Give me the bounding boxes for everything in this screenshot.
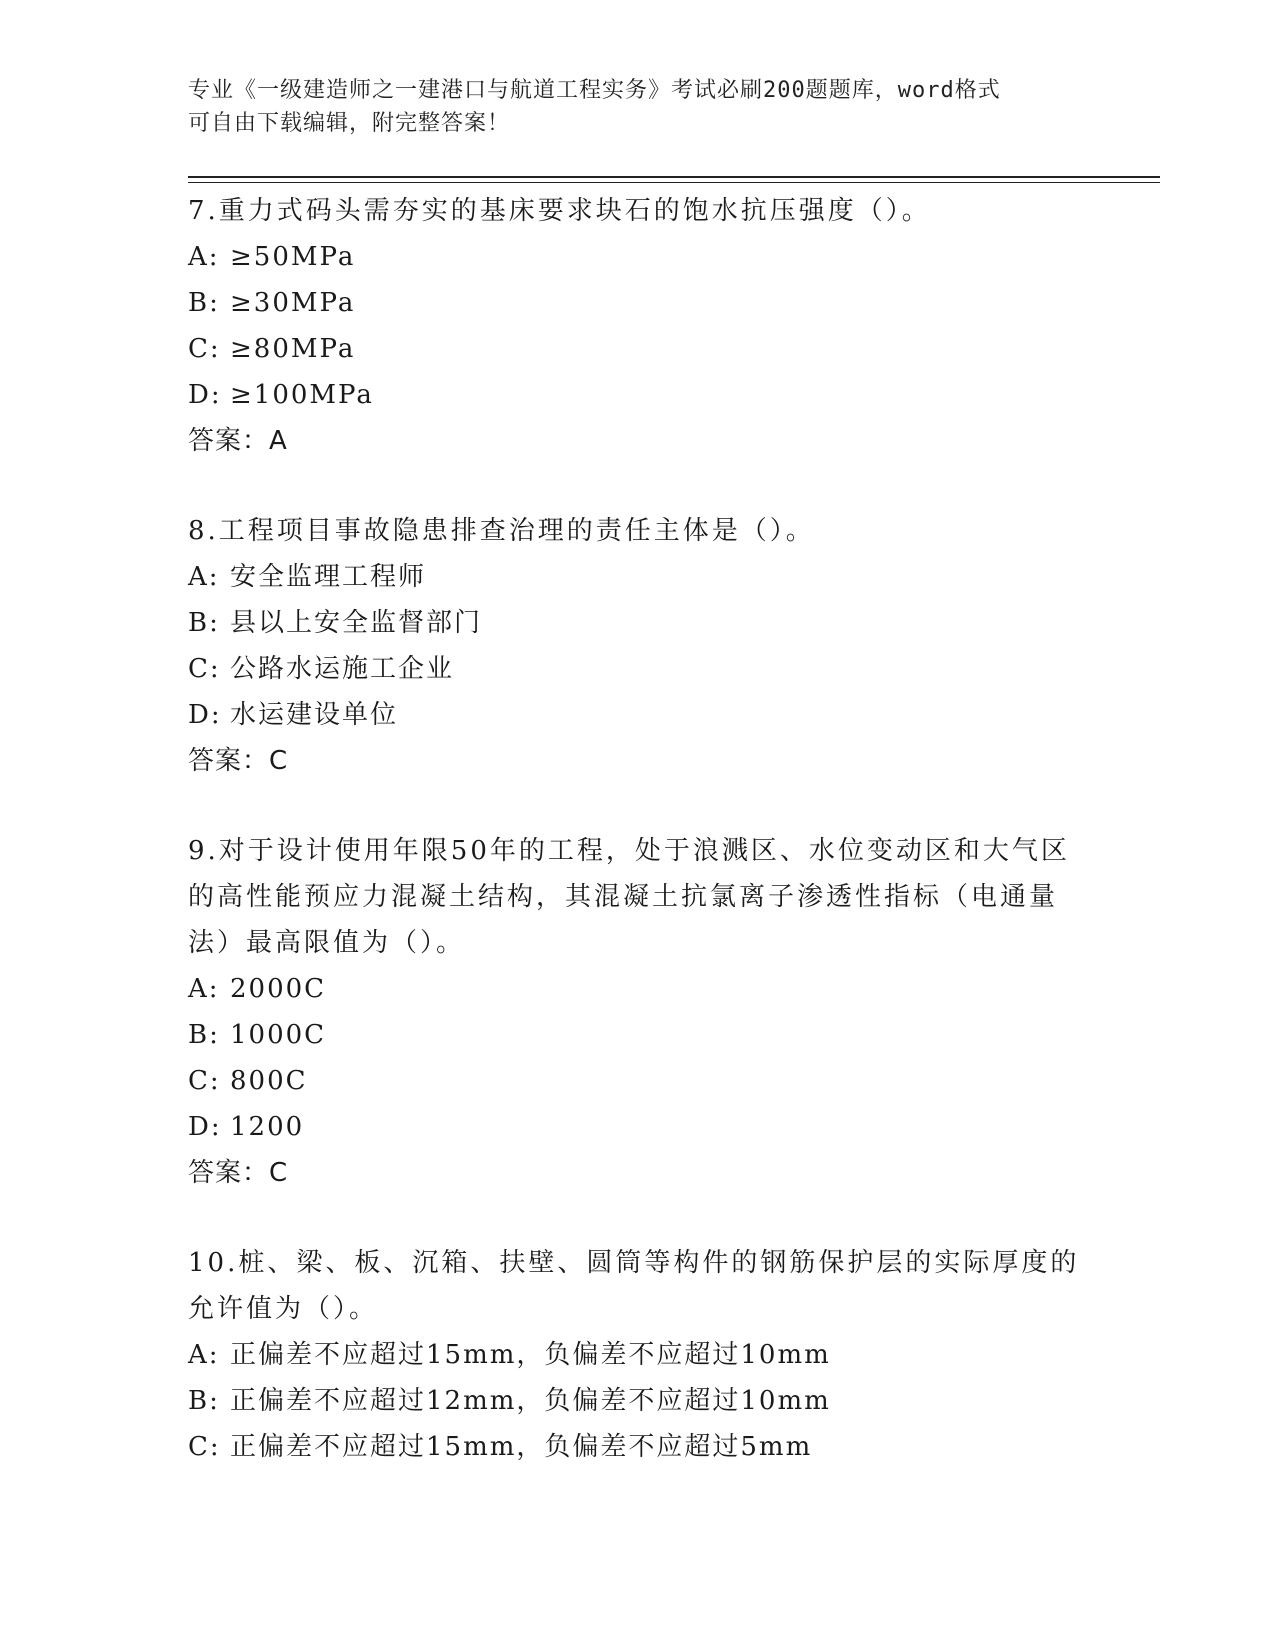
option-letter: D: <box>188 1112 222 1142</box>
option-text: 正偏差不应超过15mm，负偏差不应超过5mm <box>230 1432 813 1462</box>
header-line-1: 专业《一级建造师之一建港口与航道工程实务》考试必刷200题题库，word格式 <box>188 78 1001 103</box>
option-letter: C: <box>188 654 221 684</box>
option-c <box>188 1058 1088 1104</box>
option-text: 公路水运施工企业 <box>230 654 455 684</box>
question-10 <box>188 1240 1088 1470</box>
option-letter: D: <box>188 380 222 410</box>
option-text: 1000C <box>230 1020 327 1050</box>
option-letter: C: <box>188 334 221 364</box>
option-letter: B: <box>188 288 220 318</box>
option-text: 安全监理工程师 <box>230 562 427 592</box>
option-letter: B: <box>188 608 220 638</box>
option-d <box>188 692 1088 738</box>
option-letter: B: <box>188 1386 220 1416</box>
option-b <box>188 1378 1088 1424</box>
option-b <box>188 280 1088 326</box>
question-9 <box>188 828 1088 1196</box>
option-text: 正偏差不应超过12mm，负偏差不应超过10mm <box>230 1386 831 1416</box>
option-a <box>188 966 1088 1012</box>
option-text: 水运建设单位 <box>230 700 399 730</box>
option-c <box>188 646 1088 692</box>
option-text: ≥80MPa <box>230 334 356 364</box>
answer-line: 答案：A <box>188 426 288 456</box>
option-letter: A: <box>188 562 220 592</box>
question-stem: 8.工程项目事故隐患排查治理的责任主体是（）。 <box>188 516 815 546</box>
option-letter: A: <box>188 1340 220 1370</box>
option-text: 2000C <box>230 974 327 1004</box>
option-a <box>188 554 1088 600</box>
option-text: 正偏差不应超过15mm，负偏差不应超过10mm <box>230 1340 831 1370</box>
header-divider-thick <box>188 176 1160 178</box>
question-list <box>188 188 1088 1514</box>
option-text: 1200 <box>230 1112 305 1142</box>
option-a <box>188 1332 1088 1378</box>
option-text: ≥100MPa <box>230 380 374 410</box>
option-d <box>188 372 1088 418</box>
option-b <box>188 1012 1088 1058</box>
option-b <box>188 600 1088 646</box>
option-letter: A: <box>188 242 220 272</box>
document-header <box>188 74 1068 140</box>
question-7 <box>188 188 1088 464</box>
option-c <box>188 326 1088 372</box>
option-letter: C: <box>188 1432 221 1462</box>
option-d <box>188 1104 1088 1150</box>
option-letter: C: <box>188 1066 221 1096</box>
option-c <box>188 1424 1088 1470</box>
option-text: ≥50MPa <box>230 242 356 272</box>
question-stem: 7.重力式码头需夯实的基床要求块石的饱水抗压强度（）。 <box>188 196 931 226</box>
option-a <box>188 234 1088 280</box>
question-8 <box>188 508 1088 784</box>
option-text: ≥30MPa <box>230 288 356 318</box>
header-divider-thin <box>188 182 1160 183</box>
question-stem: 10.桩、梁、板、沉箱、扶壁、圆筒等构件的钢筋保护层的实际厚度的允许值为（）。 <box>188 1248 1080 1324</box>
question-stem: 9.对于设计使用年限50年的工程，处于浪溅区、水位变动区和大气区的高性能预应力混凝土结构，其混凝土抗氯离子渗透性指标（电通量法）最高限值为（）。 <box>188 836 1070 958</box>
answer-line: 答案：C <box>188 746 289 776</box>
option-letter: D: <box>188 700 222 730</box>
option-text: 800C <box>230 1066 308 1096</box>
option-text: 县以上安全监督部门 <box>230 608 483 638</box>
option-letter: A: <box>188 974 220 1004</box>
option-letter: B: <box>188 1020 220 1050</box>
header-line-2: 可自由下载编辑，附完整答案！ <box>188 111 511 136</box>
answer-line: 答案：C <box>188 1158 289 1188</box>
